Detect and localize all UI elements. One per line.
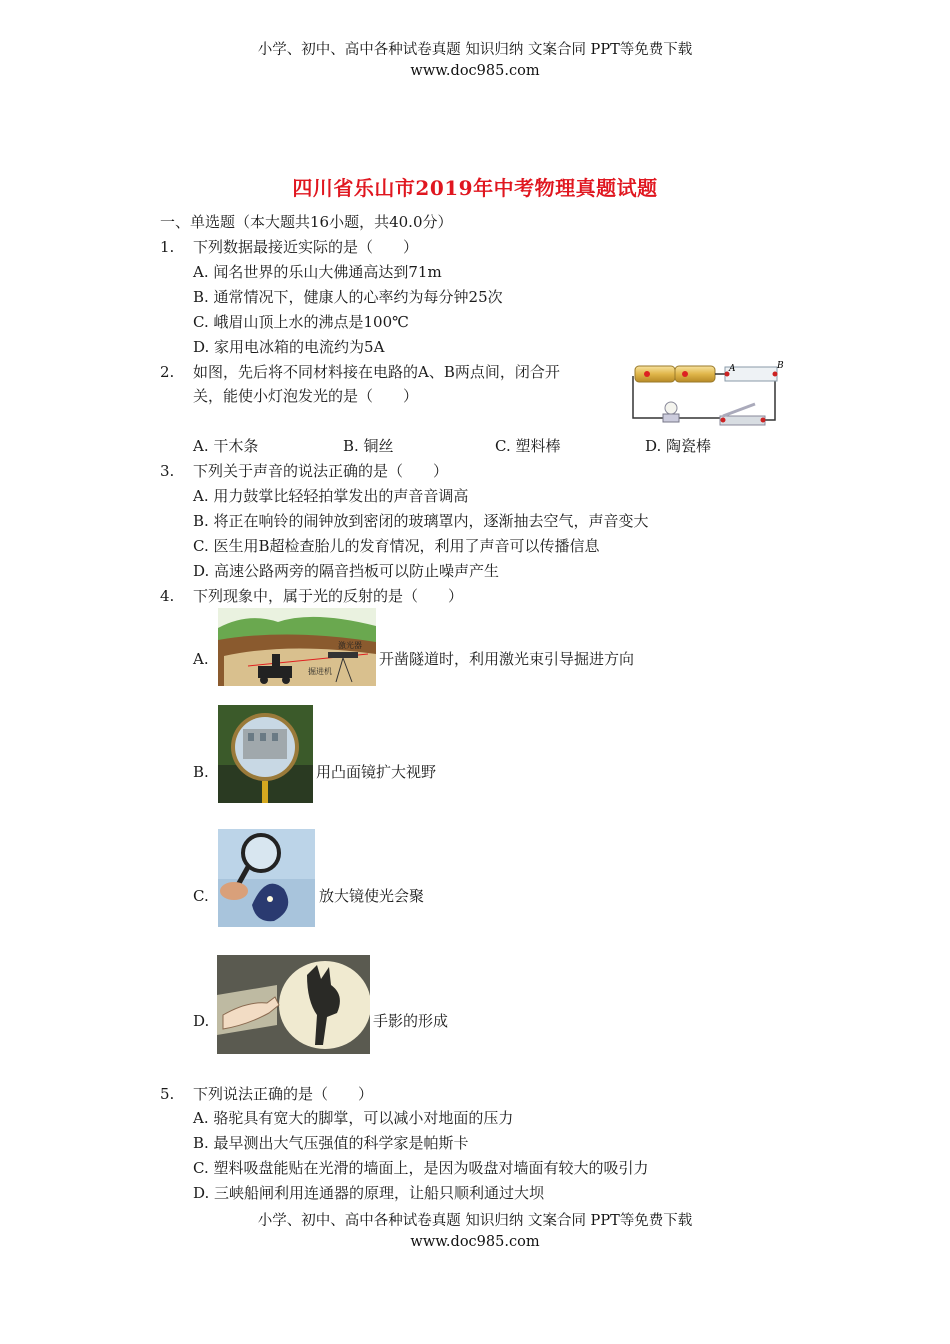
q2-stem-line-2: 关，能使小灯泡发光的是（ ） <box>193 387 419 405</box>
q1-option-a: A. 闻名世界的乐山大佛通高达到71m <box>193 263 442 281</box>
q4-option-b-text: 用凸面镜扩大视野 <box>316 763 437 781</box>
header-line-1: 小学、初中、高中各种试卷真题 知识归纳 文案合同 PPT等免费下载 <box>257 42 693 58</box>
q3-option-c: C. 医生用B超检查胎儿的发育情况，利用了声音可以传播信息 <box>193 537 600 555</box>
label-b: B <box>777 361 784 371</box>
footer-line-1: 小学、初中、高中各种试卷真题 知识归纳 文案合同 PPT等免费下载 <box>257 1213 693 1229</box>
light-bulb <box>665 402 677 414</box>
switch-lever <box>723 404 755 416</box>
q2-stem-line-1: 如图，先后将不同材料接在电路的A、B两点间，闭合开 <box>193 363 560 381</box>
q5-number: 5. <box>160 1085 175 1103</box>
q4-option-c-text: 放大镜使光会聚 <box>319 887 425 905</box>
convex-mirror-image <box>218 705 313 803</box>
q4-stem: 下列现象中，属于光的反射的是（ ） <box>193 587 464 605</box>
circuit-diagram <box>625 358 790 440</box>
q4-option-a-label: A. <box>193 650 209 668</box>
q3-stem: 下列关于声音的说法正确的是（ ） <box>193 462 449 480</box>
battery-1 <box>635 366 675 382</box>
q4-option-a-text: 开凿隧道时，利用激光束引导掘进方向 <box>379 650 635 668</box>
q1-stem: 下列数据最接近实际的是（ ） <box>193 238 419 256</box>
q5-stem: 下列说法正确的是（ ） <box>193 1085 374 1103</box>
hand-shadow-image <box>217 955 370 1054</box>
q1-option-c: C. 峨眉山顶上水的沸点是100℃ <box>193 313 409 331</box>
q3-option-a: A. 用力鼓掌比轻轻拍掌发出的声音音调高 <box>193 487 469 505</box>
q4-option-d-label: D. <box>193 1012 210 1030</box>
q2-option-d: D. 陶瓷棒 <box>645 437 712 455</box>
q5-option-d: D. 三峡船闸利用连通器的原理，让船只顺利通过大坝 <box>193 1184 545 1202</box>
bulb-base <box>663 414 679 422</box>
tunnel-laser-image <box>218 608 376 686</box>
q5-option-c: C. 塑料吸盘能贴在光滑的墙面上，是因为吸盘对墙面有较大的吸引力 <box>193 1159 649 1177</box>
header-line-2: www.doc985.com <box>410 63 540 79</box>
q5-option-a: A. 骆驼具有宽大的脚掌，可以减小对地面的压力 <box>193 1109 514 1127</box>
footer-line-2: www.doc985.com <box>410 1234 540 1250</box>
q3-option-b: B. 将正在响铃的闹钟放到密闭的玻璃罩内，逐渐抽去空气，声音变大 <box>193 512 649 530</box>
q4-option-c-label: C. <box>193 887 209 905</box>
q1-number: 1. <box>160 238 175 256</box>
q2-number: 2. <box>160 363 175 381</box>
q2-option-c: C. 塑料棒 <box>495 437 561 455</box>
laser-label: 激光器 <box>338 641 362 650</box>
battery-2 <box>675 366 715 382</box>
q1-option-b: B. 通常情况下，健康人的心率约为每分钟25次 <box>193 288 503 306</box>
q3-option-d: D. 高速公路两旁的隔音挡板可以防止噪声产生 <box>193 562 500 580</box>
q2-option-b: B. 铜丝 <box>343 437 394 455</box>
q5-option-b: B. 最早测出大气压强值的科学家是帕斯卡 <box>193 1134 469 1152</box>
q4-option-b-label: B. <box>193 763 209 781</box>
switch-base <box>720 416 765 425</box>
q1-option-d: D. 家用电冰箱的电流约为5A <box>193 338 385 356</box>
q3-number: 3. <box>160 462 175 480</box>
page-title: 四川省乐山市2019年中考物理真题试题 <box>292 176 658 200</box>
q2-option-a: A. 干木条 <box>193 437 259 455</box>
q4-number: 4. <box>160 587 175 605</box>
q4-option-d-text: 手影的形成 <box>373 1012 449 1030</box>
label-a: A <box>729 364 736 374</box>
digger-label: 掘进机 <box>308 667 332 676</box>
section-heading: 一、单选题（本大题共16小题，共40.0分） <box>160 213 453 231</box>
magnifier-image <box>218 829 315 927</box>
